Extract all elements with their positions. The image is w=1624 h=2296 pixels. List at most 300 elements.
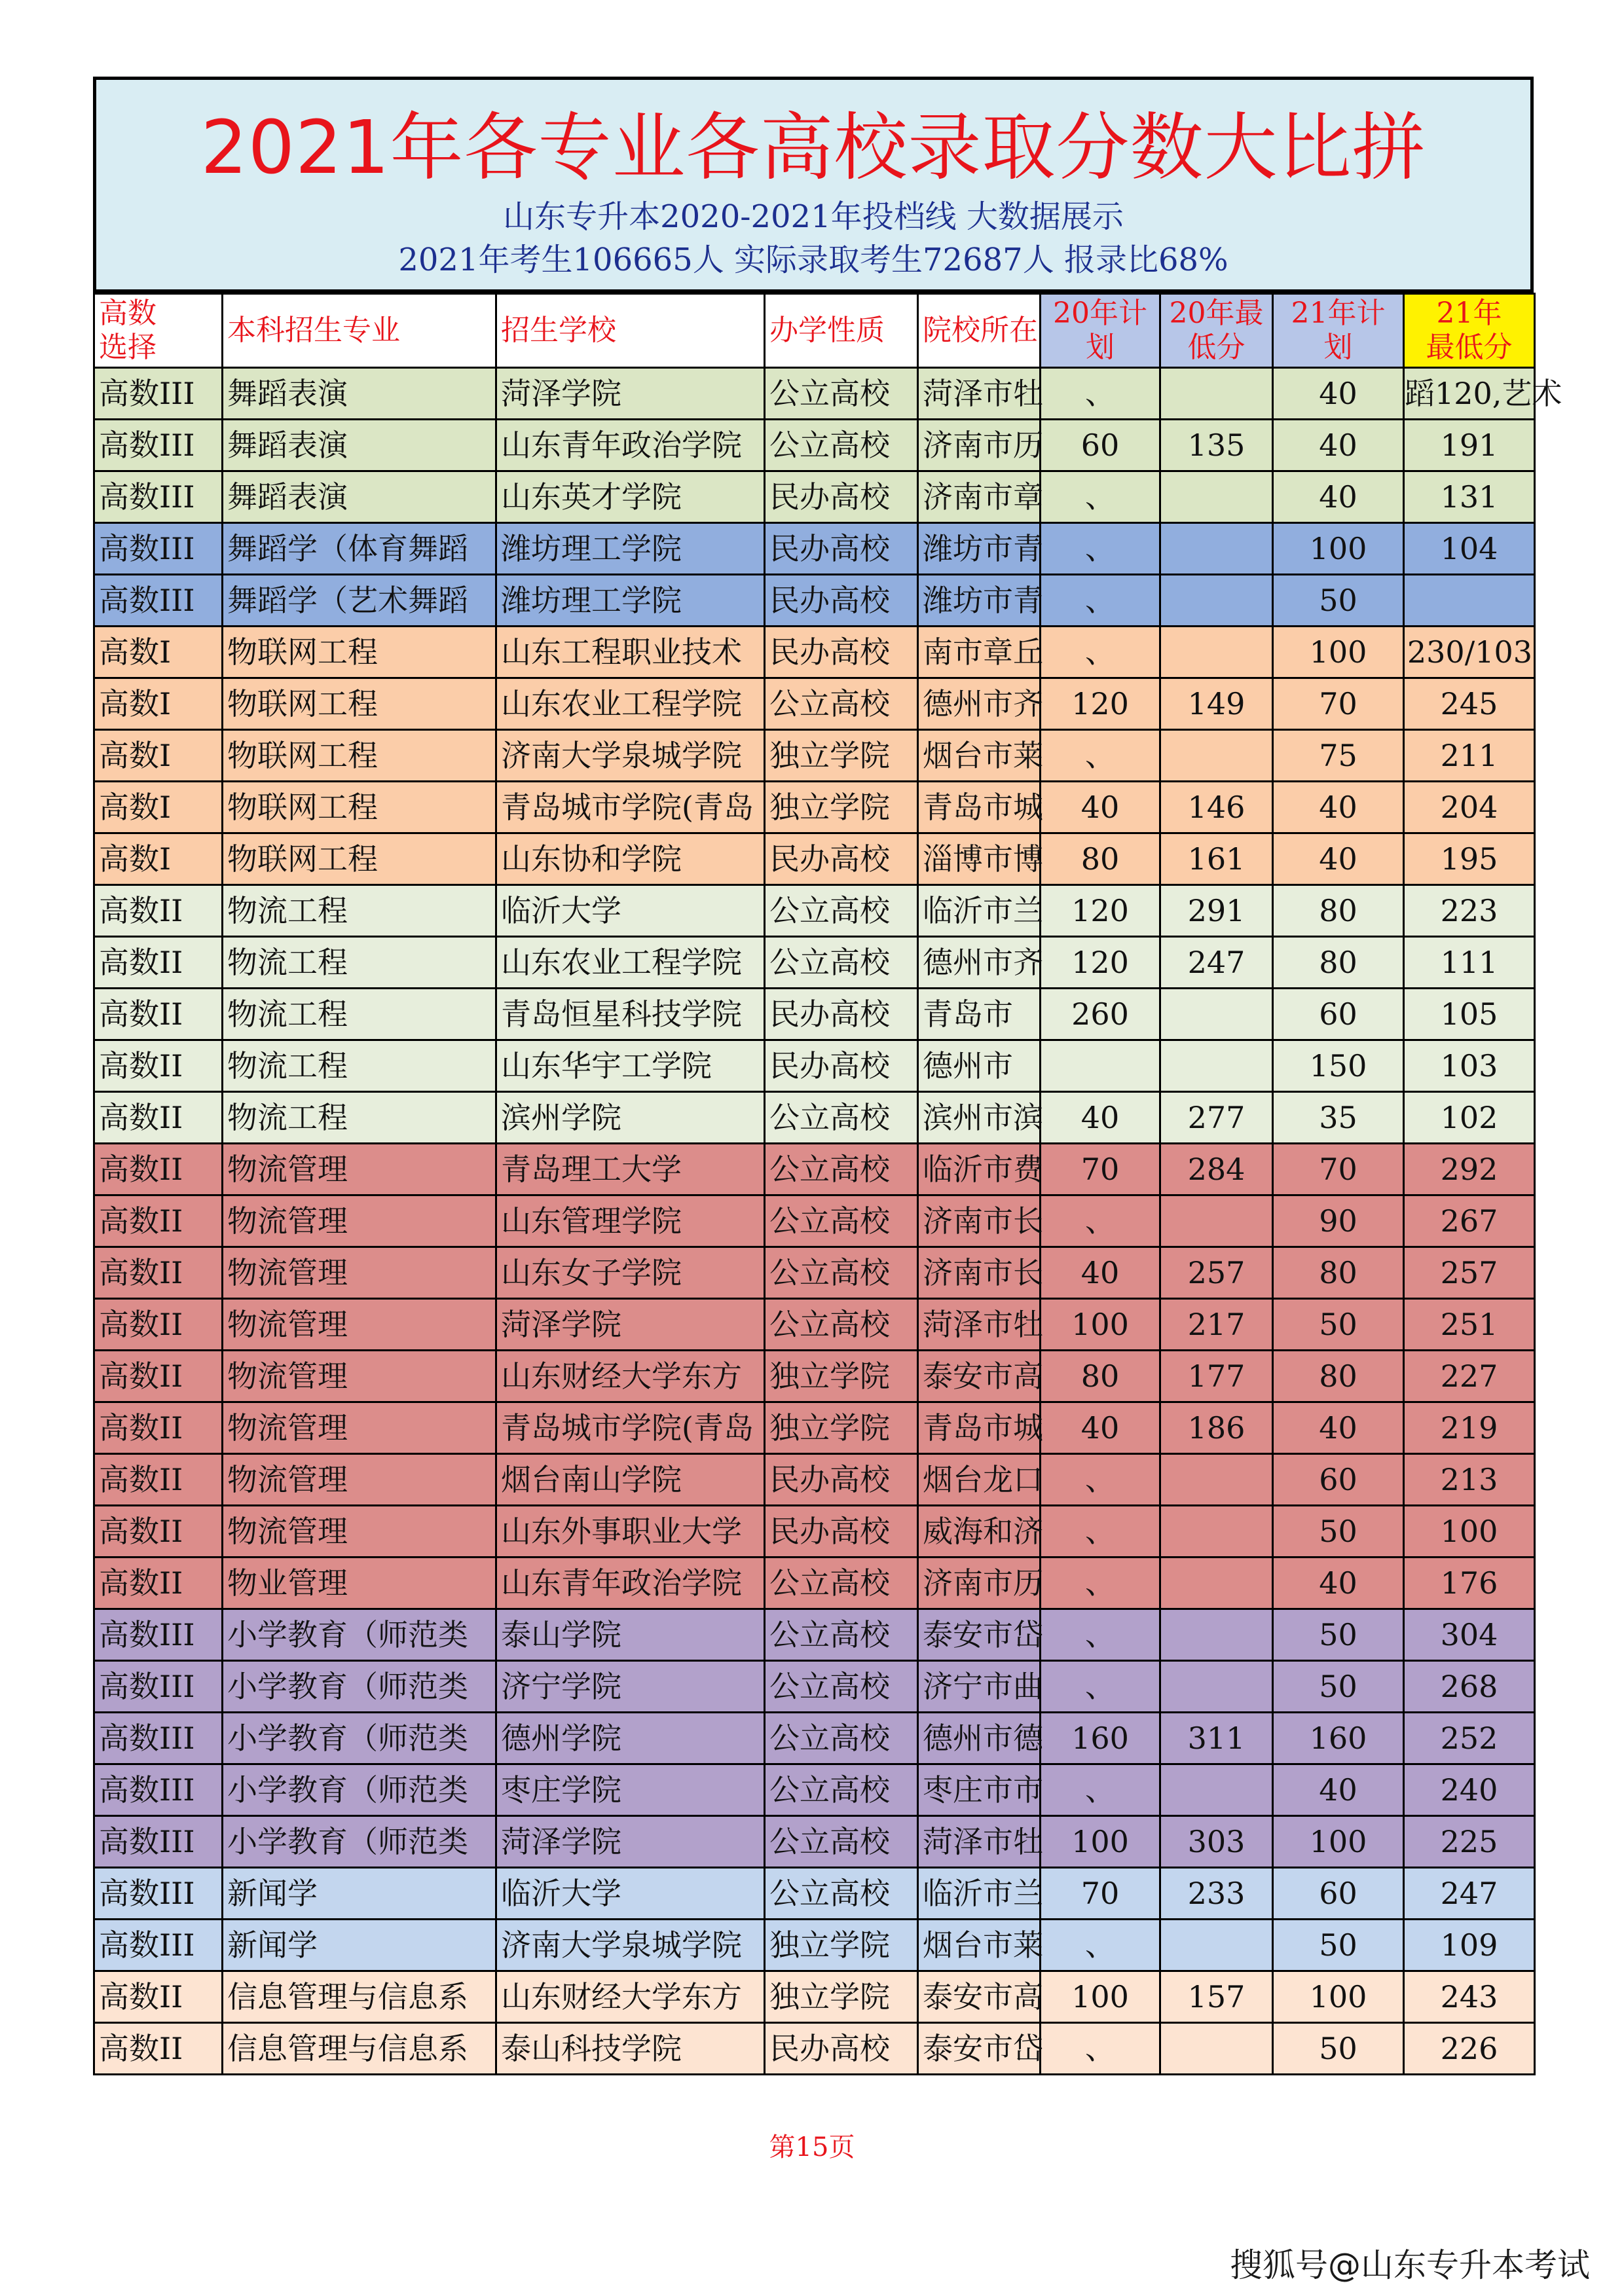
cell-school-type: 公立高校 xyxy=(765,1713,918,1764)
cell-math-level: 高数II xyxy=(94,2023,223,2075)
table-row xyxy=(94,885,1535,937)
cell-math-level: 高数III xyxy=(94,471,223,523)
cell-plan-2020: 80 xyxy=(1041,833,1160,885)
cell-math-level: 高数III xyxy=(94,575,223,627)
cell-school: 山东女子学院 xyxy=(496,1247,765,1299)
cell-min-score-2021: 211 xyxy=(1404,730,1535,782)
cell-plan-2021: 40 xyxy=(1273,368,1404,420)
cell-school-type: 民办高校 xyxy=(765,1506,918,1558)
cell-school: 青岛理工大学 xyxy=(496,1144,765,1195)
cell-plan-2021: 40 xyxy=(1273,1558,1404,1609)
cell-math-level: 高数III xyxy=(94,1713,223,1764)
cell-location: 德州市 xyxy=(918,1040,1041,1092)
cell-school-type: 公立高校 xyxy=(765,1558,918,1609)
cell-major: 物流工程 xyxy=(223,885,496,937)
cell-location: 青岛市城 xyxy=(918,1402,1041,1454)
cell-major: 物流管理 xyxy=(223,1144,496,1195)
cell-major: 物流管理 xyxy=(223,1402,496,1454)
cell-math-level: 高数II xyxy=(94,1195,223,1247)
cell-math-level: 高数III xyxy=(94,368,223,420)
cell-location: 潍坊市青 xyxy=(918,523,1041,575)
cell-plan-2020: 70 xyxy=(1041,1868,1160,1920)
cell-school-type: 独立学院 xyxy=(765,1971,918,2023)
table-row xyxy=(94,420,1535,471)
cell-location: 德州市德 xyxy=(918,1713,1041,1764)
cell-school-type: 公立高校 xyxy=(765,420,918,471)
cell-plan-2021: 50 xyxy=(1273,1299,1404,1351)
table-row xyxy=(94,575,1535,627)
table-row xyxy=(94,1713,1535,1764)
cell-math-level: 高数II xyxy=(94,989,223,1040)
table-row xyxy=(94,1920,1535,1971)
cell-school: 山东青年政治学院 xyxy=(496,1558,765,1609)
cell-plan-2020: 100 xyxy=(1041,1816,1160,1868)
cell-min-score-2020: 247 xyxy=(1160,937,1273,989)
cell-plan-2020: 40 xyxy=(1041,1402,1160,1454)
cell-location: 菏泽市牡 xyxy=(918,1299,1041,1351)
cell-school: 泰山学院 xyxy=(496,1609,765,1661)
cell-min-score-2020 xyxy=(1160,730,1273,782)
cell-math-level: 高数III xyxy=(94,1609,223,1661)
cell-min-score-2020 xyxy=(1160,1920,1273,1971)
cell-min-score-2020 xyxy=(1160,627,1273,678)
cell-plan-2021: 50 xyxy=(1273,1661,1404,1713)
cell-min-score-2021: 191 xyxy=(1404,420,1535,471)
cell-math-level: 高数III xyxy=(94,1816,223,1868)
table-row xyxy=(94,1247,1535,1299)
cell-school: 德州学院 xyxy=(496,1713,765,1764)
cell-plan-2021: 40 xyxy=(1273,420,1404,471)
cell-school: 青岛城市学院(青岛 xyxy=(496,782,765,833)
cell-plan-2021: 40 xyxy=(1273,1402,1404,1454)
cell-location: 济南市历 xyxy=(918,1558,1041,1609)
cell-major: 信息管理与信息系 xyxy=(223,2023,496,2075)
cell-min-score-2021: 蹈120,艺术 xyxy=(1404,368,1535,420)
cell-plan-2021: 90 xyxy=(1273,1195,1404,1247)
cell-min-score-2021: 230/103 xyxy=(1404,627,1535,678)
cell-plan-2020: 60 xyxy=(1041,420,1160,471)
cell-school: 山东英才学院 xyxy=(496,471,765,523)
cell-min-score-2021: 292 xyxy=(1404,1144,1535,1195)
table-row xyxy=(94,937,1535,989)
cell-school-type: 民办高校 xyxy=(765,989,918,1040)
cell-plan-2020: 100 xyxy=(1041,1971,1160,2023)
score-sheet xyxy=(93,77,1562,2075)
cell-school: 济南大学泉城学院 xyxy=(496,730,765,782)
cell-min-score-2021: 226 xyxy=(1404,2023,1535,2075)
cell-location: 威海和济 xyxy=(918,1506,1041,1558)
cell-plan-2020: 260 xyxy=(1041,989,1160,1040)
cell-plan-2021: 40 xyxy=(1273,782,1404,833)
cell-min-score-2020 xyxy=(1160,1454,1273,1506)
cell-min-score-2020 xyxy=(1160,368,1273,420)
cell-plan-2020: 100 xyxy=(1041,1299,1160,1351)
cell-location: 烟台市莱 xyxy=(918,1920,1041,1971)
cell-math-level: 高数II xyxy=(94,1454,223,1506)
cell-location: 烟台龙口 xyxy=(918,1454,1041,1506)
cell-min-score-2020: 146 xyxy=(1160,782,1273,833)
cell-plan-2020: 160 xyxy=(1041,1713,1160,1764)
cell-min-score-2021: 131 xyxy=(1404,471,1535,523)
cell-math-level: 高数II xyxy=(94,1351,223,1402)
cell-min-score-2021: 245 xyxy=(1404,678,1535,730)
cell-school-type: 公立高校 xyxy=(765,937,918,989)
page-number: 第15页 xyxy=(769,2132,855,2162)
cell-school: 济宁学院 xyxy=(496,1661,765,1713)
cell-school-type: 公立高校 xyxy=(765,368,918,420)
cell-school: 潍坊理工学院 xyxy=(496,523,765,575)
cell-min-score-2021: 204 xyxy=(1404,782,1535,833)
cell-location: 泰安市岱 xyxy=(918,2023,1041,2075)
cell-plan-2021: 75 xyxy=(1273,730,1404,782)
cell-location: 济南市长 xyxy=(918,1247,1041,1299)
cell-location: 菏泽市牡 xyxy=(918,1816,1041,1868)
cell-plan-2020: 80 xyxy=(1041,1351,1160,1402)
cell-plan-2021: 50 xyxy=(1273,1920,1404,1971)
cell-location: 济南市长 xyxy=(918,1195,1041,1247)
cell-school: 山东农业工程学院 xyxy=(496,937,765,989)
table-row xyxy=(94,1195,1535,1247)
cell-math-level: 高数II xyxy=(94,1247,223,1299)
cell-major: 舞蹈学（体育舞蹈 xyxy=(223,523,496,575)
cell-school: 济南大学泉城学院 xyxy=(496,1920,765,1971)
cell-school: 山东管理学院 xyxy=(496,1195,765,1247)
cell-min-score-2021: 240 xyxy=(1404,1764,1535,1816)
cell-min-score-2021: 195 xyxy=(1404,833,1535,885)
cell-plan-2020: 、 xyxy=(1041,368,1160,420)
table-row xyxy=(94,1351,1535,1402)
cell-min-score-2020: 177 xyxy=(1160,1351,1273,1402)
cell-major: 物联网工程 xyxy=(223,730,496,782)
header-2020-plan: 20年计 划 xyxy=(1041,294,1160,368)
cell-school: 青岛恒星科技学院 xyxy=(496,989,765,1040)
cell-min-score-2020 xyxy=(1160,2023,1273,2075)
table-row xyxy=(94,1299,1535,1351)
cell-major: 物联网工程 xyxy=(223,833,496,885)
cell-plan-2020: 、 xyxy=(1041,1920,1160,1971)
cell-min-score-2020 xyxy=(1160,523,1273,575)
cell-major: 物流管理 xyxy=(223,1351,496,1402)
cell-min-score-2020: 257 xyxy=(1160,1247,1273,1299)
cell-math-level: 高数II xyxy=(94,1402,223,1454)
cell-major: 物流工程 xyxy=(223,989,496,1040)
cell-min-score-2021: 111 xyxy=(1404,937,1535,989)
cell-school-type: 民办高校 xyxy=(765,575,918,627)
cell-plan-2021: 80 xyxy=(1273,885,1404,937)
cell-plan-2021: 100 xyxy=(1273,1816,1404,1868)
cell-min-score-2020: 311 xyxy=(1160,1713,1273,1764)
cell-min-score-2021: 102 xyxy=(1404,1092,1535,1144)
cell-school-type: 民办高校 xyxy=(765,1040,918,1092)
table-row xyxy=(94,989,1535,1040)
cell-major: 物联网工程 xyxy=(223,782,496,833)
table-row xyxy=(94,1040,1535,1092)
cell-school: 泰山科技学院 xyxy=(496,2023,765,2075)
title-banner xyxy=(93,77,1534,293)
cell-school-type: 民办高校 xyxy=(765,833,918,885)
table-header xyxy=(94,294,1535,368)
cell-math-level: 高数II xyxy=(94,1971,223,2023)
cell-min-score-2020 xyxy=(1160,1764,1273,1816)
cell-plan-2021: 80 xyxy=(1273,1351,1404,1402)
cell-major: 信息管理与信息系 xyxy=(223,1971,496,2023)
cell-min-score-2021: 251 xyxy=(1404,1299,1535,1351)
cell-major: 小学教育（师范类 xyxy=(223,1609,496,1661)
cell-min-score-2020: 277 xyxy=(1160,1092,1273,1144)
table-row xyxy=(94,1868,1535,1920)
cell-location: 青岛市城 xyxy=(918,782,1041,833)
table-row xyxy=(94,1816,1535,1868)
cell-location: 滨州市滨 xyxy=(918,1092,1041,1144)
cell-plan-2020: 40 xyxy=(1041,782,1160,833)
cell-major: 小学教育（师范类 xyxy=(223,1661,496,1713)
table-row xyxy=(94,1144,1535,1195)
cell-school-type: 独立学院 xyxy=(765,730,918,782)
cell-school: 枣庄学院 xyxy=(496,1764,765,1816)
cell-min-score-2020: 217 xyxy=(1160,1299,1273,1351)
cell-plan-2020: 、 xyxy=(1041,1764,1160,1816)
table-row xyxy=(94,1609,1535,1661)
cell-plan-2021: 40 xyxy=(1273,471,1404,523)
cell-school: 临沂大学 xyxy=(496,1868,765,1920)
cell-major: 物流工程 xyxy=(223,1040,496,1092)
cell-plan-2020: 、 xyxy=(1041,1661,1160,1713)
cell-math-level: 高数II xyxy=(94,885,223,937)
cell-plan-2021: 35 xyxy=(1273,1092,1404,1144)
subtitle-line-2: 2021年考生106665人 实际录取考生72687人 报录比68% xyxy=(398,242,1228,278)
cell-school: 菏泽学院 xyxy=(496,368,765,420)
cell-min-score-2020: 135 xyxy=(1160,420,1273,471)
cell-location: 枣庄市市 xyxy=(918,1764,1041,1816)
cell-math-level: 高数III xyxy=(94,523,223,575)
cell-plan-2020: 70 xyxy=(1041,1144,1160,1195)
cell-min-score-2021: 267 xyxy=(1404,1195,1535,1247)
cell-min-score-2021: 176 xyxy=(1404,1558,1535,1609)
cell-min-score-2021: 103 xyxy=(1404,1040,1535,1092)
cell-location: 济宁市曲 xyxy=(918,1661,1041,1713)
table-row xyxy=(94,782,1535,833)
cell-major: 舞蹈学（艺术舞蹈 xyxy=(223,575,496,627)
cell-major: 物联网工程 xyxy=(223,627,496,678)
cell-min-score-2021: 219 xyxy=(1404,1402,1535,1454)
header-2020-min-score: 20年最 低分 xyxy=(1160,294,1273,368)
cell-min-score-2020: 303 xyxy=(1160,1816,1273,1868)
cell-school: 山东财经大学东方 xyxy=(496,1971,765,2023)
cell-math-level: 高数I xyxy=(94,678,223,730)
table-row xyxy=(94,1971,1535,2023)
cell-location: 临沂市兰 xyxy=(918,1868,1041,1920)
cell-min-score-2021: 109 xyxy=(1404,1920,1535,1971)
cell-major: 舞蹈表演 xyxy=(223,368,496,420)
cell-location: 德州市齐 xyxy=(918,937,1041,989)
cell-location: 潍坊市青 xyxy=(918,575,1041,627)
cell-school-type: 公立高校 xyxy=(765,678,918,730)
cell-min-score-2020 xyxy=(1160,1506,1273,1558)
cell-plan-2021: 60 xyxy=(1273,989,1404,1040)
cell-location: 南市章丘 xyxy=(918,627,1041,678)
cell-math-level: 高数II xyxy=(94,1092,223,1144)
cell-plan-2021: 60 xyxy=(1273,1454,1404,1506)
cell-plan-2021: 100 xyxy=(1273,627,1404,678)
cell-min-score-2020 xyxy=(1160,1609,1273,1661)
cell-plan-2020 xyxy=(1041,1040,1160,1092)
cell-min-score-2020 xyxy=(1160,989,1273,1040)
cell-school-type: 民办高校 xyxy=(765,627,918,678)
cell-school: 山东华宇工学院 xyxy=(496,1040,765,1092)
header-2021-min-score: 21年 最低分 xyxy=(1404,294,1535,368)
cell-plan-2021: 40 xyxy=(1273,1764,1404,1816)
cell-plan-2021: 100 xyxy=(1273,523,1404,575)
cell-school-type: 民办高校 xyxy=(765,2023,918,2075)
cell-school-type: 公立高校 xyxy=(765,1299,918,1351)
table-row xyxy=(94,1402,1535,1454)
cell-min-score-2021: 304 xyxy=(1404,1609,1535,1661)
cell-math-level: 高数II xyxy=(94,1299,223,1351)
cell-major: 新闻学 xyxy=(223,1868,496,1920)
cell-plan-2021: 70 xyxy=(1273,1144,1404,1195)
cell-plan-2020: 、 xyxy=(1041,523,1160,575)
cell-plan-2021: 50 xyxy=(1273,2023,1404,2075)
cell-school: 山东农业工程学院 xyxy=(496,678,765,730)
cell-min-score-2021: 268 xyxy=(1404,1661,1535,1713)
cell-location: 德州市齐 xyxy=(918,678,1041,730)
cell-min-score-2020: 149 xyxy=(1160,678,1273,730)
cell-plan-2020: 、 xyxy=(1041,1454,1160,1506)
cell-math-level: 高数II xyxy=(94,1558,223,1609)
table-row xyxy=(94,1661,1535,1713)
cell-major: 物流管理 xyxy=(223,1299,496,1351)
cell-plan-2020: 、 xyxy=(1041,471,1160,523)
subtitle-line-1: 山东专升本2020-2021年投档线 大数据展示 xyxy=(503,198,1124,235)
cell-school: 山东外事职业大学 xyxy=(496,1506,765,1558)
cell-plan-2021: 60 xyxy=(1273,1868,1404,1920)
cell-school-type: 公立高校 xyxy=(765,1764,918,1816)
cell-math-level: 高数II xyxy=(94,1040,223,1092)
header-location: 院校所在 xyxy=(918,294,1041,368)
cell-major: 物流工程 xyxy=(223,937,496,989)
cell-math-level: 高数III xyxy=(94,420,223,471)
header-2021-plan: 21年计 划 xyxy=(1273,294,1404,368)
cell-school-type: 公立高校 xyxy=(765,1816,918,1868)
cell-major: 小学教育（师范类 xyxy=(223,1713,496,1764)
cell-min-score-2020: 291 xyxy=(1160,885,1273,937)
cell-plan-2020: 、 xyxy=(1041,1609,1160,1661)
cell-min-score-2020 xyxy=(1160,1558,1273,1609)
cell-math-level: 高数I xyxy=(94,782,223,833)
cell-min-score-2021: 243 xyxy=(1404,1971,1535,2023)
cell-major: 物业管理 xyxy=(223,1558,496,1609)
page-title: 2021年各专业各高校录取分数大比拼 xyxy=(200,105,1426,191)
cell-plan-2021: 70 xyxy=(1273,678,1404,730)
cell-min-score-2020: 161 xyxy=(1160,833,1273,885)
cell-location: 泰安市高 xyxy=(918,1971,1041,2023)
cell-school: 滨州学院 xyxy=(496,1092,765,1144)
cell-plan-2020: 、 xyxy=(1041,627,1160,678)
cell-plan-2021: 80 xyxy=(1273,937,1404,989)
cell-math-level: 高数III xyxy=(94,1868,223,1920)
table-row xyxy=(94,523,1535,575)
cell-school-type: 民办高校 xyxy=(765,471,918,523)
cell-math-level: 高数I xyxy=(94,730,223,782)
cell-school-type: 独立学院 xyxy=(765,782,918,833)
cell-location: 泰安市高 xyxy=(918,1351,1041,1402)
cell-min-score-2020 xyxy=(1160,1661,1273,1713)
cell-math-level: 高数II xyxy=(94,1144,223,1195)
cell-min-score-2021: 105 xyxy=(1404,989,1535,1040)
cell-school-type: 民办高校 xyxy=(765,1454,918,1506)
cell-min-score-2021: 104 xyxy=(1404,523,1535,575)
cell-min-score-2021 xyxy=(1404,575,1535,627)
cell-min-score-2021: 213 xyxy=(1404,1454,1535,1506)
cell-plan-2020: 120 xyxy=(1041,937,1160,989)
cell-math-level: 高数III xyxy=(94,1661,223,1713)
cell-plan-2020: 120 xyxy=(1041,885,1160,937)
cell-min-score-2020: 186 xyxy=(1160,1402,1273,1454)
cell-school-type: 独立学院 xyxy=(765,1402,918,1454)
cell-location: 烟台市莱 xyxy=(918,730,1041,782)
cell-plan-2020: 、 xyxy=(1041,1195,1160,1247)
cell-school-type: 公立高校 xyxy=(765,1247,918,1299)
cell-major: 小学教育（师范类 xyxy=(223,1816,496,1868)
table-row xyxy=(94,1506,1535,1558)
cell-major: 新闻学 xyxy=(223,1920,496,1971)
cell-min-score-2020 xyxy=(1160,471,1273,523)
cell-school: 菏泽学院 xyxy=(496,1299,765,1351)
table-row xyxy=(94,368,1535,420)
cell-school: 山东工程职业技术 xyxy=(496,627,765,678)
cell-plan-2020: 、 xyxy=(1041,730,1160,782)
table-row xyxy=(94,1454,1535,1506)
cell-location: 临沂市费 xyxy=(918,1144,1041,1195)
cell-school-type: 公立高校 xyxy=(765,1195,918,1247)
cell-plan-2021: 100 xyxy=(1273,1971,1404,2023)
cell-min-score-2021: 252 xyxy=(1404,1713,1535,1764)
cell-plan-2020: 、 xyxy=(1041,2023,1160,2075)
cell-plan-2021: 50 xyxy=(1273,575,1404,627)
header-school: 招生学校 xyxy=(496,294,765,368)
cell-plan-2020: 、 xyxy=(1041,575,1160,627)
cell-math-level: 高数I xyxy=(94,833,223,885)
table-row xyxy=(94,833,1535,885)
cell-math-level: 高数I xyxy=(94,627,223,678)
cell-min-score-2021: 100 xyxy=(1404,1506,1535,1558)
cell-school: 山东财经大学东方 xyxy=(496,1351,765,1402)
cell-min-score-2021: 225 xyxy=(1404,1816,1535,1868)
cell-location: 临沂市兰 xyxy=(918,885,1041,937)
cell-location: 济南市历 xyxy=(918,420,1041,471)
cell-school: 山东青年政治学院 xyxy=(496,420,765,471)
cell-school-type: 公立高校 xyxy=(765,1092,918,1144)
table-row xyxy=(94,627,1535,678)
table-row xyxy=(94,1558,1535,1609)
cell-min-score-2020 xyxy=(1160,575,1273,627)
cell-location: 济南市章 xyxy=(918,471,1041,523)
table-row xyxy=(94,1764,1535,1816)
cell-major: 小学教育（师范类 xyxy=(223,1764,496,1816)
cell-school-type: 独立学院 xyxy=(765,1920,918,1971)
table-row xyxy=(94,471,1535,523)
cell-major: 舞蹈表演 xyxy=(223,420,496,471)
cell-math-level: 高数II xyxy=(94,937,223,989)
cell-plan-2021: 150 xyxy=(1273,1040,1404,1092)
table-row xyxy=(94,2023,1535,2075)
cell-school-type: 公立高校 xyxy=(765,1609,918,1661)
cell-plan-2021: 40 xyxy=(1273,833,1404,885)
cell-location: 泰安市岱 xyxy=(918,1609,1041,1661)
header-math-level: 高数 选择 xyxy=(94,294,223,368)
cell-plan-2021: 160 xyxy=(1273,1713,1404,1764)
cell-math-level: 高数II xyxy=(94,1506,223,1558)
